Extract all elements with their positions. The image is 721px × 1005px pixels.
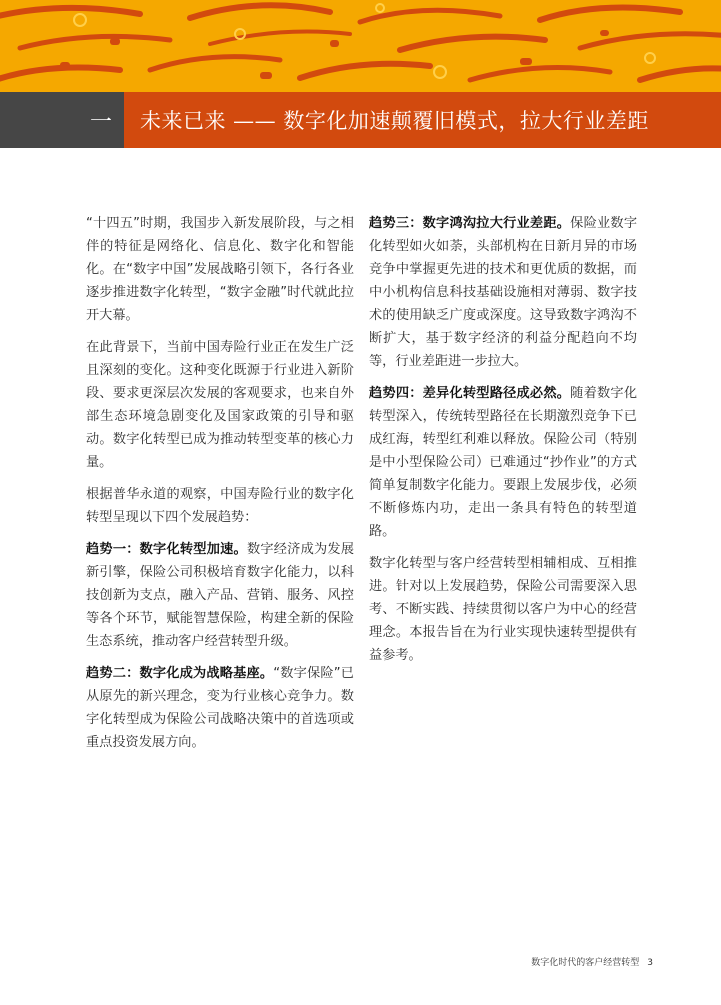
swirl-pattern-icon: [0, 0, 721, 92]
trend-three-text: 保险业数字化转型如火如荼，头部机构在日新月异的市场竞争中掌握更先进的技术和更优质的数据，而中小机构信息科技基础设施相对薄弱、数字技术的使用缺乏广度或深度。这导致数字鸿沟不断扩大，基于数字经济的利益分配趋向不均等，行业差距进一步拉大。: [369, 216, 638, 369]
trend-two-text: “数字保险”已从原先的新兴理念，变为行业核心竞争力。数字化转型成为保险公司战略决策中的首选项或重点投资发展方向。: [86, 666, 354, 750]
trend-two-paragraph: [86, 662, 354, 754]
right-column: [369, 212, 637, 676]
trend-four-paragraph: [369, 382, 637, 543]
trend-two-heading: 趋势二：数字化成为战略基座。: [86, 666, 274, 681]
trend-four-heading: 趋势四：差异化转型路径成必然。: [369, 386, 571, 401]
left-column: [86, 212, 354, 763]
trend-one-text: 数字经济成为发展新引擎，保险公司积极培育数字化能力，以科技创新为支点，融入产品、营销、服务、风控等各个环节，赋能智慧保险，构建全新的保险生态系统，推动客户经营转型升级。: [86, 542, 355, 649]
trend-four-text: 随着数字化转型深入，传统转型路径在长期激烈竞争下已成红海，转型红利难以释放。保险公司（特别是中小型保险公司）已难通过“抄作业”的方式简单复制数字化能力。要跟上发展步伐，必须不断修炼内功，走出一条具有特色的转型道路。: [369, 386, 638, 539]
section-number: 一: [0, 92, 124, 148]
observation-paragraph: 根据普华永道的观察，中国寿险行业的数字化转型呈现以下四个发展趋势：: [86, 487, 354, 525]
intro-paragraph: “十四五”时期，我国步入新发展阶段，与之相伴的特征是网络化、信息化、数字化和智能化。在“数字中国”发展战略引领下，各行各业逐步推进数字化转型，“数字金融”时代就此拉开大幕。: [86, 216, 354, 323]
footer-doc-title: 数字化时代的客户经营转型: [531, 958, 640, 968]
section-title: 未来已来 —— 数字化加速颠覆旧模式，拉大行业差距: [124, 92, 721, 148]
trend-three-heading: 趋势三：数字鸿沟拉大行业差距。: [369, 216, 571, 231]
context-paragraph: 在此背景下，当前中国寿险行业正在发生广泛且深刻的变化。这种变化既源于行业进入新阶段、要求更深层次发展的客观要求，也来自外部生态环境急剧变化及国家政策的引导和驱动。数字化转型已成为推动转型变革的核心力量。: [86, 340, 354, 470]
page-footer: [531, 955, 653, 968]
page-number: 3: [647, 958, 653, 968]
decorative-banner: [0, 0, 721, 92]
trend-three-paragraph: [369, 212, 637, 373]
section-title-bar: [0, 92, 721, 148]
conclusion-paragraph: 数字化转型与客户经营转型相辅相成、互相推进。针对以上发展趋势，保险公司需要深入思考、不断实践、持续贯彻以客户为中心的经营理念。本报告旨在为行业实现快速转型提供有益参考。: [369, 556, 637, 663]
trend-one-paragraph: [86, 538, 354, 653]
trend-one-heading: 趋势一：数字化转型加速。: [86, 542, 247, 557]
